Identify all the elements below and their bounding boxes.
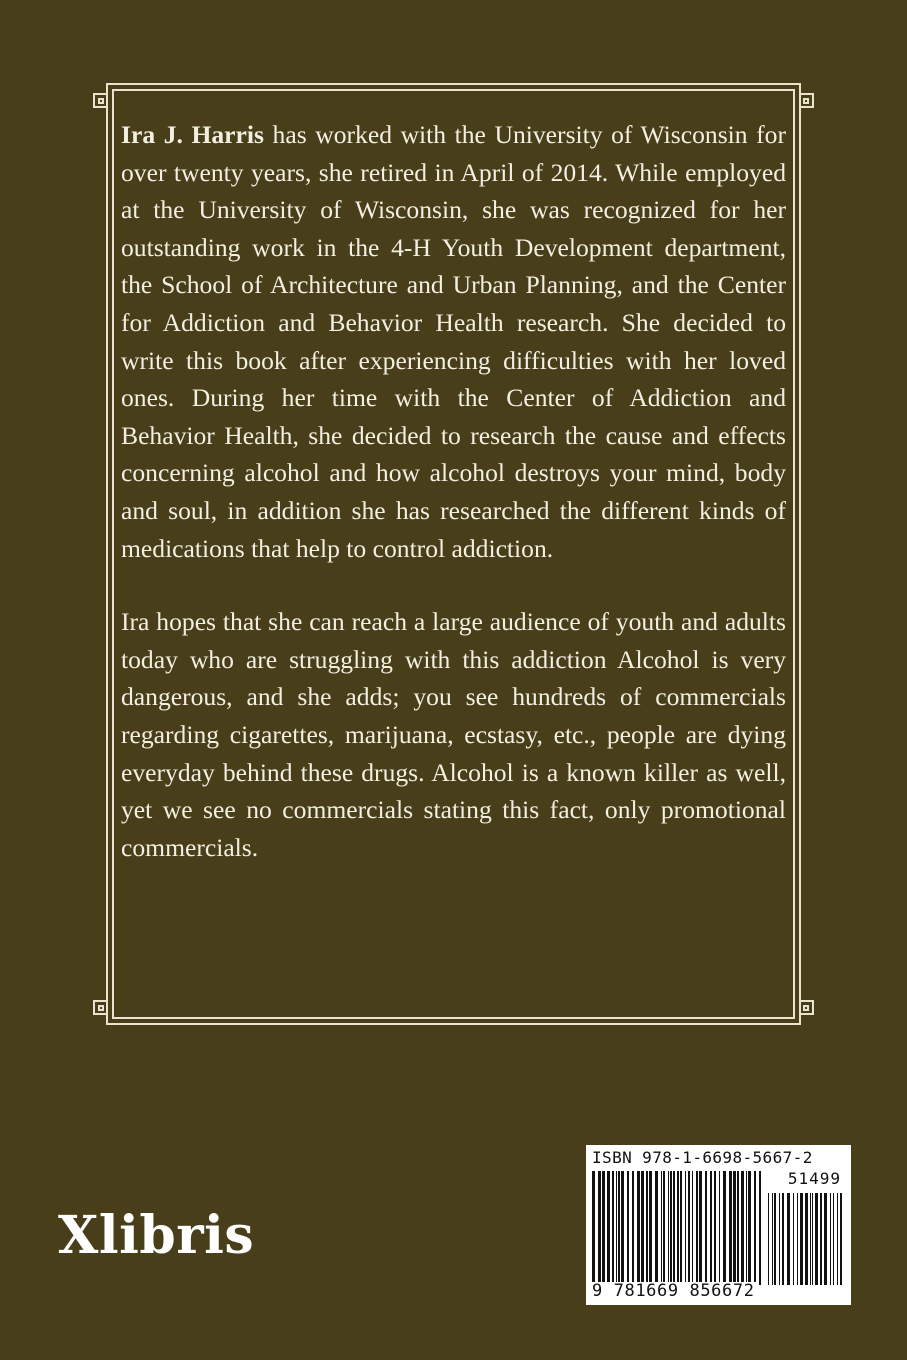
barcode-bar [719,1171,720,1285]
barcode-addon-bar [833,1193,834,1285]
barcode-addon-bar [787,1193,790,1285]
barcode-bar [646,1171,648,1285]
barcode-bar [592,1171,595,1285]
isbn-barcode [586,1145,851,1305]
barcode-bar [710,1171,712,1285]
bio-paragraph-2: Ira hopes that she can reach a large audience of youth and adults today who are struggling with this addiction Alcohol is very dangerous, and she adds; you see hundreds of commercials regarding cigarettes, marijuana, ecstasy, etc., people are dying everyday behind these drugs. Alcohol is a known killer as well, yet we see no commercials stating this fact, only promotional commercials. [121,607,786,862]
barcode-bar [733,1171,736,1285]
barcode-bar [692,1171,693,1285]
barcode-bar [748,1171,751,1285]
barcode-bar [641,1171,644,1285]
greek-key-corner-icon [800,1001,813,1014]
barcode-addon-bar [793,1193,794,1285]
barcode-addon-bar [782,1193,784,1285]
barcode-bar [655,1171,658,1285]
barcode-addon-bar [774,1193,776,1285]
barcode-addon-bar [812,1193,813,1285]
barcode-bar [696,1171,698,1285]
barcode-bar [612,1171,614,1285]
barcode-bar [598,1171,601,1285]
barcode-bar [607,1171,610,1285]
ean-digits: 9 781669 856672 [592,1281,755,1301]
barcode-bar [746,1171,747,1285]
barcode-addon-bar [768,1193,769,1285]
barcode-bar [602,1171,605,1285]
greek-key-corner-icon [94,94,107,107]
author-bio [121,116,786,866]
barcode-bar [627,1171,629,1285]
barcode-addon-bar [800,1193,803,1285]
barcode-bar [632,1171,634,1285]
bio-paragraph-1-text: has worked with the University of Wisconsin for over twenty years, she retired in April of 2014. While employed at the University of Wisconsin, she was recognized for her outstanding work in the 4-H Youth Development department, the School of Architecture and Urban Planning, and the Center for Addiction and Behavior Health research. She decided to write this book after experiencing difficulties with her loved ones. During her time with the Center of Addiction and Behavior Health, she decided to research the cause and effects concerning alcohol and how alcohol destroys your mind, body and soul, in addition she has researched the different kinds of medications that help to control addiction. [121,120,786,563]
isbn-label: ISBN 978-1-6698-5667-2 [592,1148,813,1167]
barcode-addon-bar [820,1193,822,1285]
barcode-bar [680,1171,682,1285]
barcode-bar [699,1171,702,1285]
barcode-addon-bar [810,1193,811,1285]
barcode-bar [661,1171,662,1285]
barcode-bar [754,1171,756,1285]
barcode-addon-bar [837,1193,838,1285]
barcode-bar [649,1171,652,1285]
barcode-addon-bar [840,1193,842,1285]
barcode-addon-bar [815,1193,818,1285]
barcode-bar [668,1171,669,1285]
barcode-bar [685,1171,686,1285]
barcode-bar [741,1171,744,1285]
barcode-bar [616,1171,617,1285]
barcode-bar [621,1171,624,1285]
barcode-bar [729,1171,732,1285]
barcode-bar [705,1171,707,1285]
barcode-bar [673,1171,675,1285]
greek-key-corner-icon [94,1001,107,1014]
barcode-addon-bar [779,1193,780,1285]
bio-paragraph-1 [121,116,786,567]
author-name: Ira J. Harris [121,120,264,149]
barcode-bar [637,1171,640,1285]
barcode-bar [759,1171,761,1285]
barcode-addon-bar [772,1193,773,1285]
barcode-addon-bar [805,1193,808,1285]
barcode-addon-bar [824,1193,827,1285]
publisher-logo: Xlibris [58,1205,255,1266]
barcode-bar [714,1171,716,1285]
barcode-addon-bar [797,1193,798,1285]
barcode-addon-bar [830,1193,831,1285]
barcode-bar [663,1171,665,1285]
greek-key-corner-icon [800,94,813,107]
price-code: 51499 [787,1169,841,1188]
barcode-bar [688,1171,690,1285]
barcode-bar [737,1171,739,1285]
barcode-bar [677,1171,679,1285]
barcode-bars [592,1171,845,1291]
barcode-bar [618,1171,620,1285]
barcode-bar [723,1171,726,1285]
barcode-bar [670,1171,672,1285]
